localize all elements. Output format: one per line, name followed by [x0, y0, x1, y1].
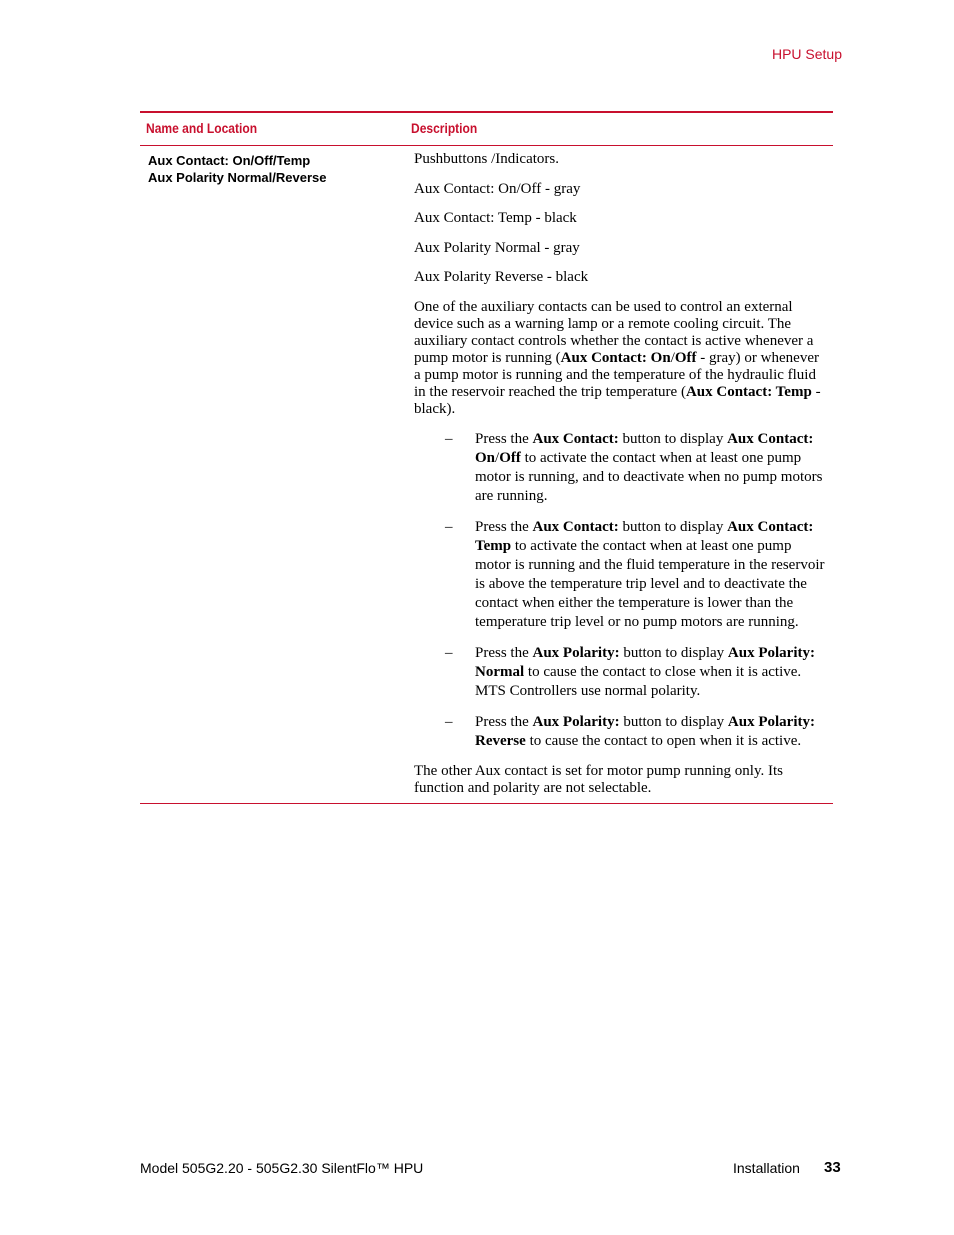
bullet-dash: – [445, 431, 453, 447]
description-line: Aux Polarity Normal - gray [414, 239, 580, 256]
bullet-dash: – [445, 519, 453, 535]
table-row [140, 146, 833, 804]
list-item: – Press the Aux Polarity: button to display Aux Polarity: Reverse to cause the contact to open when it is active. [445, 714, 815, 749]
list-item: – Press the Aux Contact: button to display Aux Contact: On/Off to activate the contact when at least one pump motor is running, and to deactivate when no pump motors are running. [445, 431, 823, 504]
footer-model: Model 505G2.20 - 505G2.30 SilentFlo™ HPU [140, 1160, 424, 1176]
description-cell [414, 146, 829, 797]
bullet-dash: – [445, 645, 453, 661]
description-table [140, 111, 833, 804]
control-name-aux-polarity: Aux Polarity Normal/Reverse [148, 170, 327, 185]
name-location-cell [148, 152, 326, 186]
description-line: Aux Contact: Temp - black [414, 210, 577, 226]
column-header-description: Description [411, 120, 478, 136]
description-line: Pushbuttons /Indicators. [414, 151, 559, 167]
running-header-section: HPU Setup [771, 46, 842, 62]
column-header-name: Name and Location [146, 120, 258, 136]
bullet-dash: – [445, 714, 453, 730]
list-item: – Press the Aux Polarity: button to display Aux Polarity: Normal to cause the contact to close when it is active. MTS Controllers use normal polarity. [445, 645, 815, 699]
page-number: 33 [824, 1159, 841, 1176]
closing-paragraph: The other Aux contact is set for motor pump running only. Its function and polarity are not selectable. [414, 763, 783, 796]
description-line: Aux Contact: On/Off - gray [414, 180, 581, 197]
table-header-row [140, 111, 833, 146]
list-item: – Press the Aux Contact: button to display Aux Contact: Temp to activate the contact when at least one pump motor is running and the fluid temperature in the reservoir is above the temperature trip level and to deactivate the contact when either the temperature is lower than the temperature trip level or no pump motors are running. [445, 519, 825, 630]
description-line: Aux Polarity Reverse - black [414, 269, 589, 285]
description-paragraph: One of the auxiliary contacts can be used to control an external device such as a warning lamp or a remote cooling circuit. The auxiliary contact controls whether the contact is active whenever a pump motor is running (Aux Contact: On/Off - gray) or whenever a pump motor is running and the temperature of the hydraulic fluid in the reservoir reached the trip temperature (Aux Contact: Temp - black). [414, 298, 821, 417]
footer-section: Installation [733, 1160, 800, 1176]
control-name-aux-contact: Aux Contact: On/Off/Temp [148, 153, 311, 168]
